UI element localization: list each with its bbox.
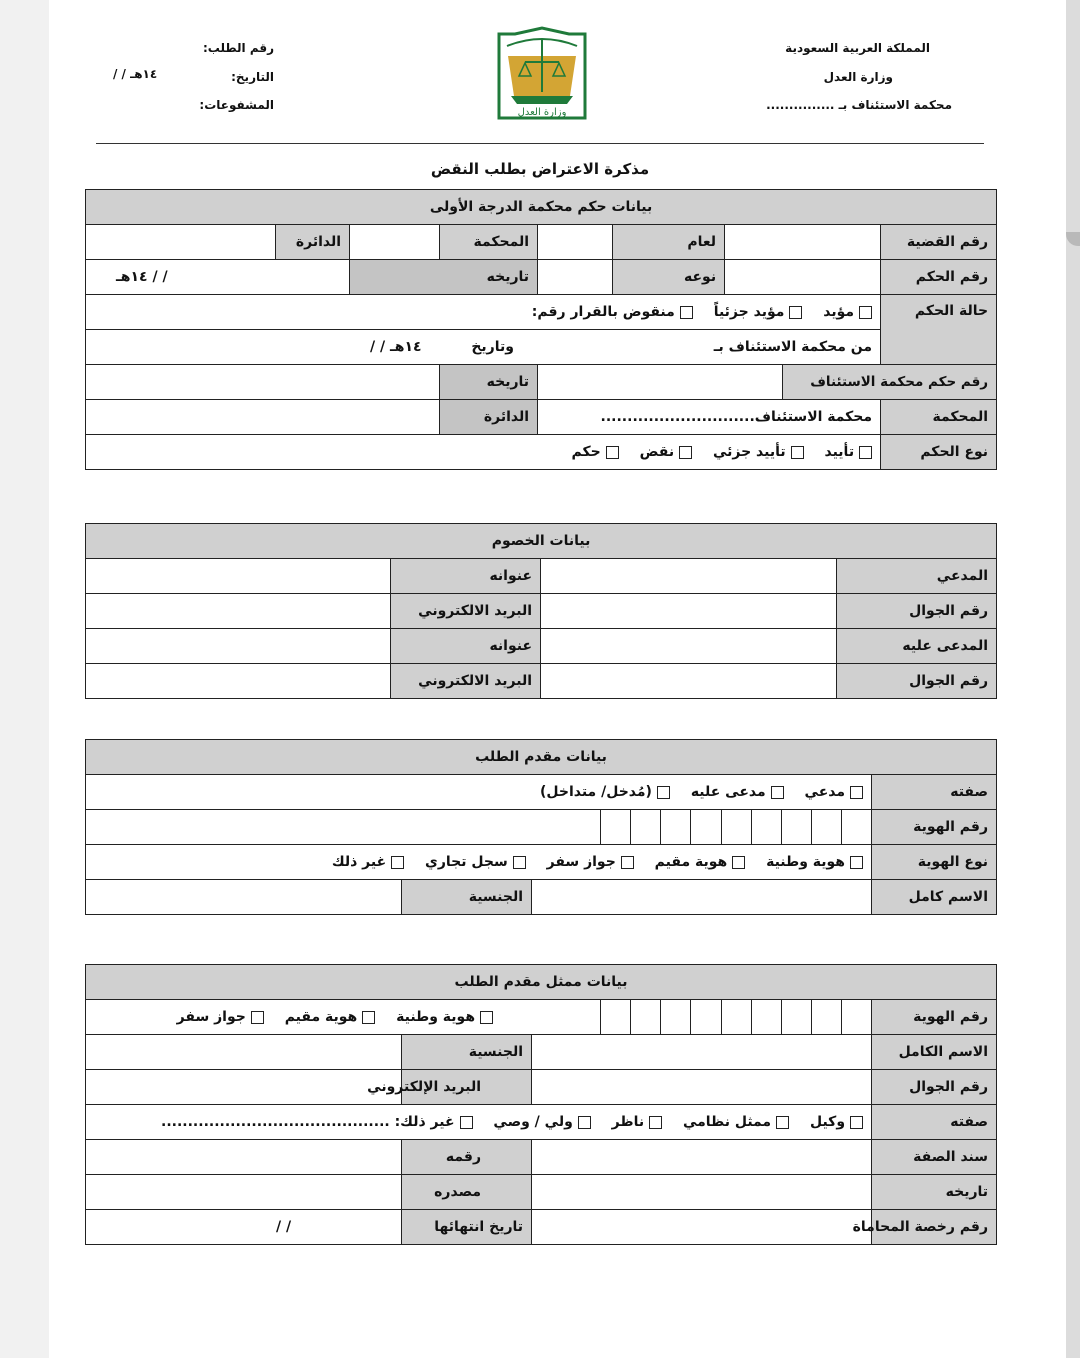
appeal-ruling-date-label: تاريخه xyxy=(440,365,538,400)
defendant-address-label: عنوانه xyxy=(391,629,541,664)
header-date-label: التاريخ: xyxy=(231,70,274,84)
checkbox-icon[interactable] xyxy=(460,1116,473,1129)
appeal-court-line xyxy=(86,330,881,365)
license-number-field[interactable] xyxy=(532,1210,872,1245)
defendant-email-field[interactable] xyxy=(86,664,391,699)
ruling-status-options xyxy=(86,295,881,330)
id-digit-boxes[interactable] xyxy=(571,810,871,844)
applicant-nationality-label: الجنسية xyxy=(402,880,532,915)
appeal-ruling-number-field[interactable] xyxy=(538,365,783,400)
request-number-label: رقم الطلب: xyxy=(202,41,274,55)
appeal-date-value[interactable]: / / ١٤هـ xyxy=(370,339,422,355)
circuit-label: الدائرة xyxy=(276,225,350,260)
judgment-type-options xyxy=(86,435,881,470)
checkbox-icon[interactable] xyxy=(391,856,404,869)
rep-name-field[interactable] xyxy=(532,1035,872,1070)
plaintiff-label: المدعي xyxy=(837,559,997,594)
capacity-doc-label: سند الصفة xyxy=(872,1140,997,1175)
attachments-label: المشفوعات: xyxy=(199,98,274,112)
checkbox-icon[interactable] xyxy=(771,786,784,799)
applicant-nationality-field[interactable] xyxy=(86,880,402,915)
doc-date-field[interactable] xyxy=(532,1175,872,1210)
type-judgment-option[interactable]: حكم xyxy=(572,444,619,460)
parties-table xyxy=(85,523,997,699)
doc-source-field[interactable] xyxy=(86,1175,402,1210)
checkbox-icon[interactable] xyxy=(776,1116,789,1129)
defendant-address-field[interactable] xyxy=(86,629,391,664)
rep-other-option[interactable]: غير ذلك: ........................................... xyxy=(161,1114,473,1130)
header-date-value: / / ١٤هـ xyxy=(113,67,158,81)
appeal-ruling-number-label: رقم حكم محكمة الاستئناف xyxy=(783,365,997,400)
defendant-email-label: البريد الالكتروني xyxy=(391,664,541,699)
circuit2-field[interactable] xyxy=(86,400,440,435)
id-passport-option[interactable]: جواز سفر xyxy=(547,854,634,870)
id-national-option[interactable]: هوية وطنية xyxy=(766,854,863,870)
representative-table xyxy=(85,964,997,1245)
and-date-text: وتاريخ xyxy=(471,339,514,355)
rep-id-resident-option[interactable]: هوية مقيم xyxy=(285,1000,376,1034)
checkbox-icon[interactable] xyxy=(513,856,526,869)
checkbox-icon[interactable] xyxy=(657,786,670,799)
rep-nationality-field[interactable] xyxy=(86,1035,402,1070)
case-number-field[interactable] xyxy=(725,225,881,260)
rep-id-national-option[interactable]: هوية وطنية xyxy=(396,1000,493,1034)
type-partial-affirm-option[interactable]: تأييد جزئي xyxy=(713,444,804,460)
court-field[interactable] xyxy=(350,225,440,260)
checkbox-icon[interactable] xyxy=(850,1116,863,1129)
appeal-court-header: محكمة الاستئناف بـ ............... xyxy=(766,98,952,112)
doc-date-label: تاريخه xyxy=(872,1175,997,1210)
ruling-date-field[interactable]: ١٤هـ / / xyxy=(86,260,350,295)
applicant-id-type-options xyxy=(86,845,872,880)
rep-trustee-option[interactable]: ناظر xyxy=(612,1114,662,1130)
rep-id-passport-option[interactable]: جواز سفر xyxy=(177,1000,264,1034)
section4-title: بيانات ممثل مقدم الطلب xyxy=(86,965,997,1000)
checkbox-icon[interactable] xyxy=(621,856,634,869)
applicant-name-field[interactable] xyxy=(532,880,872,915)
court-label: المحكمة xyxy=(440,225,538,260)
header-divider xyxy=(96,143,984,144)
page-edge xyxy=(1066,0,1080,1358)
doc-number-field[interactable] xyxy=(86,1140,402,1175)
applicant-name-label: الاسم كامل xyxy=(872,880,997,915)
ruling-status-label: حالة الحكم xyxy=(881,295,997,365)
section2-title: بيانات الخصوم xyxy=(86,524,997,559)
form-title: مذكرة الاعتراض بطلب النقض xyxy=(430,160,650,178)
rep-agent-option[interactable]: وكيل xyxy=(810,1114,863,1130)
rep-name-label: الاسم الكامل xyxy=(872,1035,997,1070)
first-instance-ruling-table xyxy=(85,189,997,470)
checkbox-icon[interactable] xyxy=(578,1116,591,1129)
appeal-court-text: من محكمة الاستئناف بـ xyxy=(713,339,873,355)
logo-caption: وزارة العدل xyxy=(517,107,567,118)
checkbox-icon[interactable] xyxy=(850,856,863,869)
plaintiff-address-label: عنوانه xyxy=(391,559,541,594)
status-overturned-option[interactable]: منقوض بالقرار رقم: xyxy=(532,304,693,320)
status-partially-upheld-option[interactable]: مؤيد جزئياً xyxy=(714,304,803,320)
kingdom-name: المملكة العربية السعودية xyxy=(785,41,930,55)
circuit-field[interactable] xyxy=(86,225,276,260)
ruling-number-field[interactable] xyxy=(725,260,881,295)
capacity-defendant-option[interactable]: مدعى عليه xyxy=(691,784,784,800)
checkbox-icon[interactable] xyxy=(789,306,802,319)
applicant-id-field[interactable] xyxy=(86,810,872,845)
year-field[interactable] xyxy=(538,225,613,260)
rep-email-field[interactable] xyxy=(86,1070,402,1105)
defendant-label: المدعى عليه xyxy=(837,629,997,664)
court2-label: المحكمة xyxy=(881,400,997,435)
judgment-type-label: نوع الحكم xyxy=(881,435,997,470)
defendant-mobile-field[interactable] xyxy=(541,664,837,699)
applicant-id-label: رقم الهوية xyxy=(872,810,997,845)
rep-mobile-label: رقم الجوال xyxy=(872,1070,997,1105)
defendant-field[interactable] xyxy=(541,629,837,664)
applicant-table xyxy=(85,739,997,915)
rep-email-label: البريد الإلكتروني xyxy=(402,1070,532,1105)
checkbox-icon[interactable] xyxy=(679,446,692,459)
doc-source-label: مصدره xyxy=(402,1175,532,1210)
checkbox-icon[interactable] xyxy=(791,446,804,459)
applicant-id-type-label: نوع الهوية xyxy=(872,845,997,880)
rep-guardian-option[interactable]: ولي / وصي xyxy=(493,1114,590,1130)
rep-id-type-options xyxy=(161,1000,571,1034)
plaintiff-address-field[interactable] xyxy=(86,559,391,594)
ruling-number-label: رقم الحكم xyxy=(881,260,997,295)
rep-id-digit-boxes[interactable] xyxy=(571,1000,871,1034)
id-resident-option[interactable]: هوية مقيم xyxy=(655,854,746,870)
checkbox-icon[interactable] xyxy=(732,856,745,869)
doc-number-label: رقمه xyxy=(402,1140,532,1175)
ruling-date-label: تاريخه xyxy=(350,260,538,295)
year-label: لعام xyxy=(613,225,725,260)
checkbox-icon[interactable] xyxy=(606,446,619,459)
capacity-doc-field[interactable] xyxy=(532,1140,872,1175)
ministry-of-justice-logo xyxy=(495,26,589,122)
checkbox-icon[interactable] xyxy=(480,1011,493,1024)
ruling-kind-field[interactable] xyxy=(538,260,613,295)
plaintiff-field[interactable] xyxy=(541,559,837,594)
license-expiry-field[interactable]: / / xyxy=(86,1210,402,1245)
status-upheld-option[interactable]: مؤيد xyxy=(823,304,872,320)
section3-title: بيانات مقدم الطلب xyxy=(86,740,997,775)
checkbox-icon[interactable] xyxy=(251,1011,264,1024)
rep-id-label: رقم الهوية xyxy=(872,1000,997,1035)
rep-capacity-label: صفته xyxy=(872,1105,997,1140)
capacity-plaintiff-option[interactable]: مدعي xyxy=(805,784,863,800)
type-reverse-option[interactable]: نقض xyxy=(640,444,692,460)
checkbox-icon[interactable] xyxy=(859,446,872,459)
circuit2-label: الدائرة xyxy=(440,400,538,435)
ministry-name: وزارة العدل xyxy=(823,70,893,84)
section1-title: بيانات حكم محكمة الدرجة الأولى xyxy=(86,190,997,225)
plaintiff-mobile-field[interactable] xyxy=(541,594,837,629)
id-other-option[interactable]: غير ذلك xyxy=(332,854,404,870)
checkbox-icon[interactable] xyxy=(649,1116,662,1129)
capacity-intervener-option[interactable]: (مُدخل/ متداخل) xyxy=(540,784,670,800)
checkbox-icon[interactable] xyxy=(850,786,863,799)
checkbox-icon[interactable] xyxy=(859,306,872,319)
checkbox-icon[interactable] xyxy=(362,1011,375,1024)
ruling-type-short-label: نوعه xyxy=(613,260,725,295)
appeal-court-field[interactable]: محكمة الاستئناف............................. xyxy=(538,400,881,435)
license-number-label: رقم رخصة المحاماة xyxy=(872,1210,997,1245)
checkbox-icon[interactable] xyxy=(680,306,693,319)
rep-id-field xyxy=(86,1000,872,1035)
plaintiff-email-label: البريد الالكتروني xyxy=(391,594,541,629)
applicant-capacity-label: صفته xyxy=(872,775,997,810)
rep-nationality-label: الجنسية xyxy=(402,1035,532,1070)
license-expiry-label: تاريخ انتهائها xyxy=(402,1210,532,1245)
rep-mobile-field[interactable] xyxy=(532,1070,872,1105)
applicant-capacity-options xyxy=(86,775,872,810)
id-commercial-register-option[interactable]: سجل تجاري xyxy=(425,854,526,870)
appeal-ruling-date-field[interactable] xyxy=(86,365,440,400)
type-affirm-option[interactable]: تأييد xyxy=(825,444,873,460)
plaintiff-mobile-label: رقم الجوال xyxy=(837,594,997,629)
rep-legal-rep-option[interactable]: ممثل نظامي xyxy=(683,1114,789,1130)
plaintiff-email-field[interactable] xyxy=(86,594,391,629)
rep-capacity-options xyxy=(86,1105,872,1140)
case-number-label: رقم القضية xyxy=(881,225,997,260)
defendant-mobile-label: رقم الجوال xyxy=(837,664,997,699)
